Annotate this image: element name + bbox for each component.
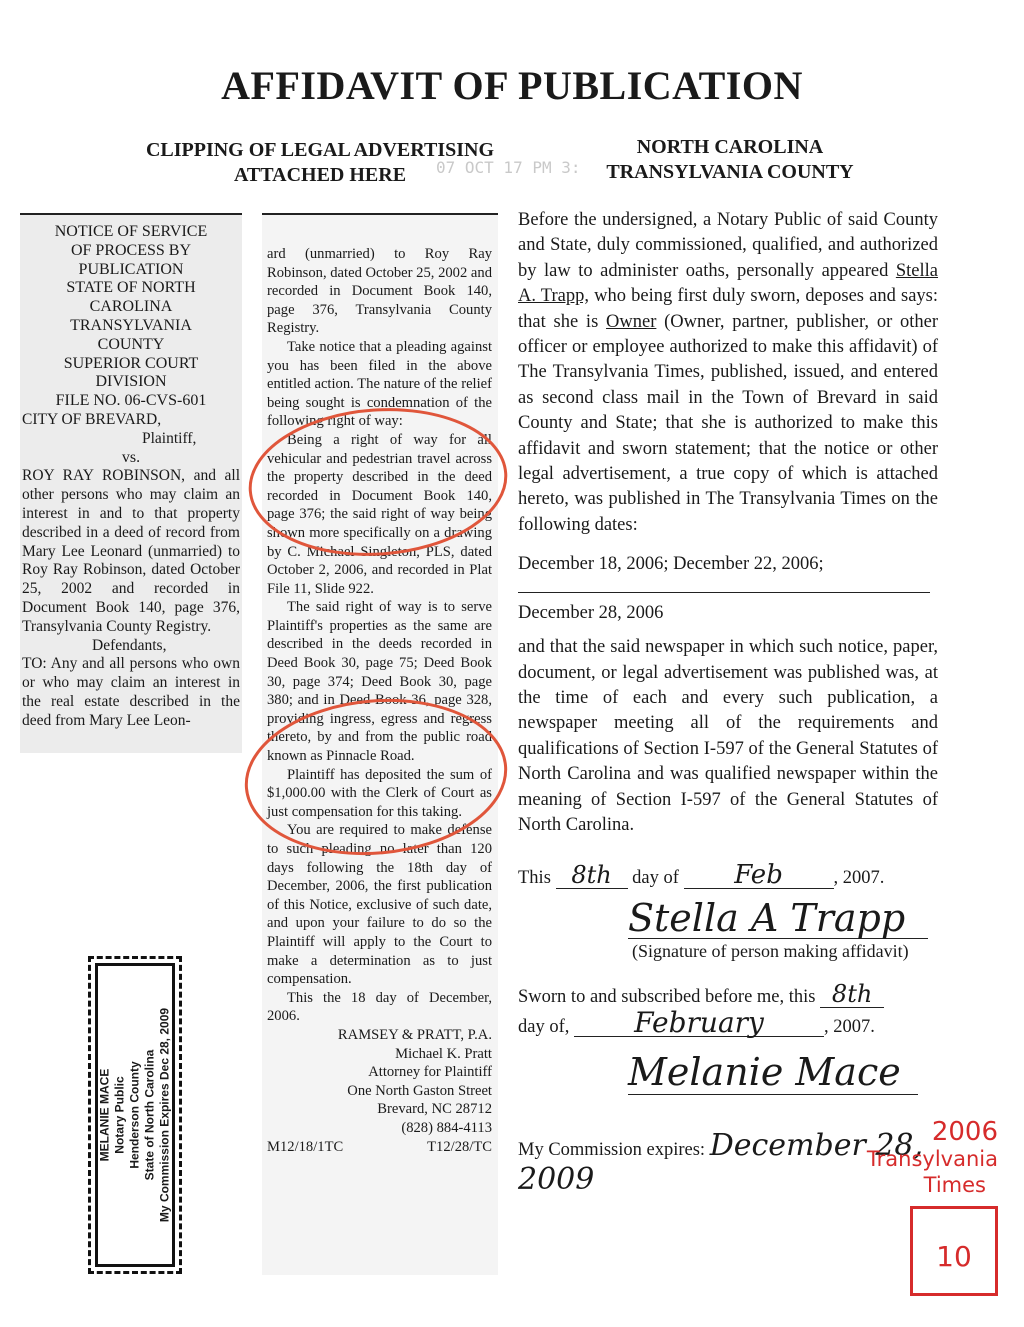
commission-label: My Commission expires: xyxy=(518,1140,706,1161)
law-firm: RAMSEY & PRATT, P.A. xyxy=(337,1026,492,1043)
source-tag-year: 2006 xyxy=(931,1117,998,1147)
firm-address-1: One North Gaston Street xyxy=(347,1082,492,1099)
plaintiff-label: Plaintiff, xyxy=(142,429,197,447)
annotation-circle-2 xyxy=(240,690,512,864)
affiant-signature: Stella A Trapp xyxy=(628,898,928,939)
notice-paragraph: You are required to make defense to such pleading no later than 120 days following the 18th day of December, 2006, the first publication of this Notice, exclusive of such date, and upon your failure to do so the Plaintiff will apply to the Court to make a determination as to just compensation. xyxy=(267,822,492,988)
day-of-label-2: day of, xyxy=(518,1017,570,1038)
sworn-month-hand: February xyxy=(574,1010,824,1037)
defendants-text: ROY RAY ROBINSON, and all other persons who may claim an interest in and to that property described in a deed of record from Mary Lee Leonard (unmarried) to Roy Ray Robinson, dated October 25, 2002 and recorded in Document Book 140, page 376, Transylvania County Registry. xyxy=(22,467,240,635)
versus: vs. xyxy=(121,448,141,466)
annotation-circles xyxy=(240,400,520,870)
firm-address-2: Brevard, NC 28712 xyxy=(377,1101,492,1118)
publication-dates-2: December 28, 2006 xyxy=(518,602,664,623)
attorney-name: Michael K. Pratt xyxy=(395,1045,492,1062)
publication-code-left: M12/18/1TC xyxy=(267,1138,344,1155)
notary-seal-text xyxy=(98,965,173,1265)
this-day-hand: 8th xyxy=(556,862,628,889)
notary-seal-title: Notary Public xyxy=(112,1076,127,1154)
notice-paragraph: Take notice that a pleading against you has been filed in the above entitled action. The nature of the relief being sought is condemnation of the following right of way: xyxy=(267,338,492,430)
page-number: 10 xyxy=(936,1240,972,1273)
signature-caption: (Signature of person making affidavit) xyxy=(632,941,909,962)
date-line xyxy=(518,862,938,892)
year-2: , 2007. xyxy=(824,1017,875,1038)
notice-paragraph: Plaintiff has deposited the sum of $1,000.00 with the Clerk of Court as just compensation for this taking. xyxy=(267,766,492,820)
source-tag-line1: Transylvania xyxy=(866,1147,998,1171)
year-1: , 2007. xyxy=(833,868,885,889)
notary-seal-state: State of North Carolina xyxy=(142,1049,157,1181)
notice-paragraph: The said right of way is to serve Plaintiff's properties as the same are described in the deeds recorded in Deed Book 30, page 75; Deed Book 30, page 374; Deed Book 30, page 380; and in Deed Book 36, page 328, providing ingress, egress and regress thereto, by and from the public road known as Pinnacle Road. xyxy=(267,599,492,765)
affidavit-text-c: (Owner, partner, publisher, or other officer or employee authorized to make this affidavit) of The Transylvania Times, published, issued, and entered as second class mail in the Town of Brevard in said County and State; that she is authorized to make this affidavit and sworn statement; that the notice or other legal advertisement, a true copy of which is attached hereto, was published in The Transylvania Times on the following dates: xyxy=(518,311,938,535)
defendants-label: Defendants, xyxy=(92,636,167,654)
notice-column-left xyxy=(20,213,242,753)
this-label: This xyxy=(518,868,551,889)
clipping-header-line2: ATTACHED HERE xyxy=(233,164,407,186)
notary-seal xyxy=(88,956,182,1274)
commission-date-hand: December 28, 2009 xyxy=(518,1128,924,1198)
firm-phone: (828) 884-4113 xyxy=(401,1119,492,1136)
jurisdiction-header xyxy=(590,135,870,185)
affiant-role: Owner xyxy=(606,311,657,332)
plaintiff-name: CITY OF BREVARD, xyxy=(22,410,162,428)
notice-heading-6: TRANSYLVANIA xyxy=(70,316,192,334)
sworn-label: Sworn to and subscribed before me, this xyxy=(518,987,816,1008)
affiant-name: Stella A. Trapp, xyxy=(518,260,939,307)
jurisdiction-county: TRANSYLVANIA COUNTY xyxy=(606,161,854,183)
notice-heading-2: OF PROCESS BY xyxy=(70,241,192,259)
document-title: AFFIDAVIT OF PUBLICATION xyxy=(221,63,803,108)
file-number: FILE NO. 06-CVS-601 xyxy=(55,392,207,410)
page-number-box xyxy=(910,1206,998,1296)
publication-dates-1: December 18, 2006; December 22, 2006; xyxy=(518,554,824,575)
notice-paragraph: ard (unmarried) to Roy Ray Robinson, dated October 25, 2002 and recorded in Document Book 140, page 376, Transylvania County Registry. xyxy=(267,246,492,337)
notice-heading-9: DIVISION xyxy=(95,373,167,391)
notice-heading-8: SUPERIOR COURT xyxy=(63,354,199,372)
notice-paragraph: This the 18 day of December, 2006. xyxy=(267,989,492,1025)
month-hand: Feb xyxy=(684,862,834,889)
received-stamp-text: 07 OCT 17 PM 3: xyxy=(436,158,581,177)
notice-heading-1: NOTICE OF SERVICE xyxy=(54,223,208,240)
notary-seal-name: MELANIE MACE xyxy=(97,1068,112,1162)
affidavit-paragraph-1 xyxy=(518,208,938,538)
notary-seal-border xyxy=(95,963,175,1267)
publication-codes xyxy=(267,1138,492,1157)
clipping-header-line1: CLIPPING OF LEGAL ADVERTISING xyxy=(145,139,495,161)
affidavit-body xyxy=(518,208,938,1199)
attorney-role: Attorney for Plaintiff xyxy=(368,1064,492,1081)
affidavit-text-a: Before the undersigned, a Notary Public of said County and State, duly commissioned, qualified, and authorized by law to administer oaths, personally appeared xyxy=(518,210,938,281)
notice-paragraph: Being a right of way for all vehicular and pedestrian travel across the property described in the deed recorded in Document Book 140, page 376; the said right of way being shown more specifically on a drawing by C. Michael Singleton, PLS, dated October 2, 2006, and recorded in Plat File 11, Slide 922. xyxy=(267,431,492,597)
annotation-circle-1 xyxy=(245,401,510,563)
affidavit-text-b: who being first duly sworn, deposes and says: that she is xyxy=(518,286,938,332)
notary-seal-expiry: My Commission Expires Dec 28, 2009 xyxy=(157,1007,172,1223)
affidavit-paragraph-2: and that the said newspaper in which such notice, paper, document, or legal advertisement was published was, at the time of each and every such publication, a newspaper meeting all of the requirements and qualifications of Section I-597 of the General Statutes of North Carolina and was qualified newspaper within the meaning of Section I-597 of the General Statutes of North Carolina. xyxy=(518,637,938,835)
day-of-label: day of xyxy=(632,868,679,889)
source-tag-line2: Times xyxy=(923,1173,986,1197)
dates-underline xyxy=(518,578,930,593)
jurisdiction-state: NORTH CAROLINA xyxy=(636,136,824,158)
notice-heading-4: STATE OF NORTH xyxy=(66,279,196,297)
sworn-day-hand: 8th xyxy=(820,981,884,1008)
sworn-month-line xyxy=(518,1006,938,1040)
publication-code-right: T12/28/TC xyxy=(427,1138,492,1155)
notice-heading-7: COUNTY xyxy=(97,335,165,353)
source-tag xyxy=(828,1118,1008,1198)
notice-heading-5: CAROLINA xyxy=(89,298,173,316)
notice-heading-3: PUBLICATION xyxy=(78,260,184,278)
notary-seal-county: Henderson County xyxy=(127,1061,142,1169)
notice-to-text: TO: Any and all persons who own or who may claim an interest in the real estate described in the deed from Mary Lee Leon- xyxy=(22,655,240,729)
notary-signature: Melanie Mace xyxy=(628,1050,918,1095)
